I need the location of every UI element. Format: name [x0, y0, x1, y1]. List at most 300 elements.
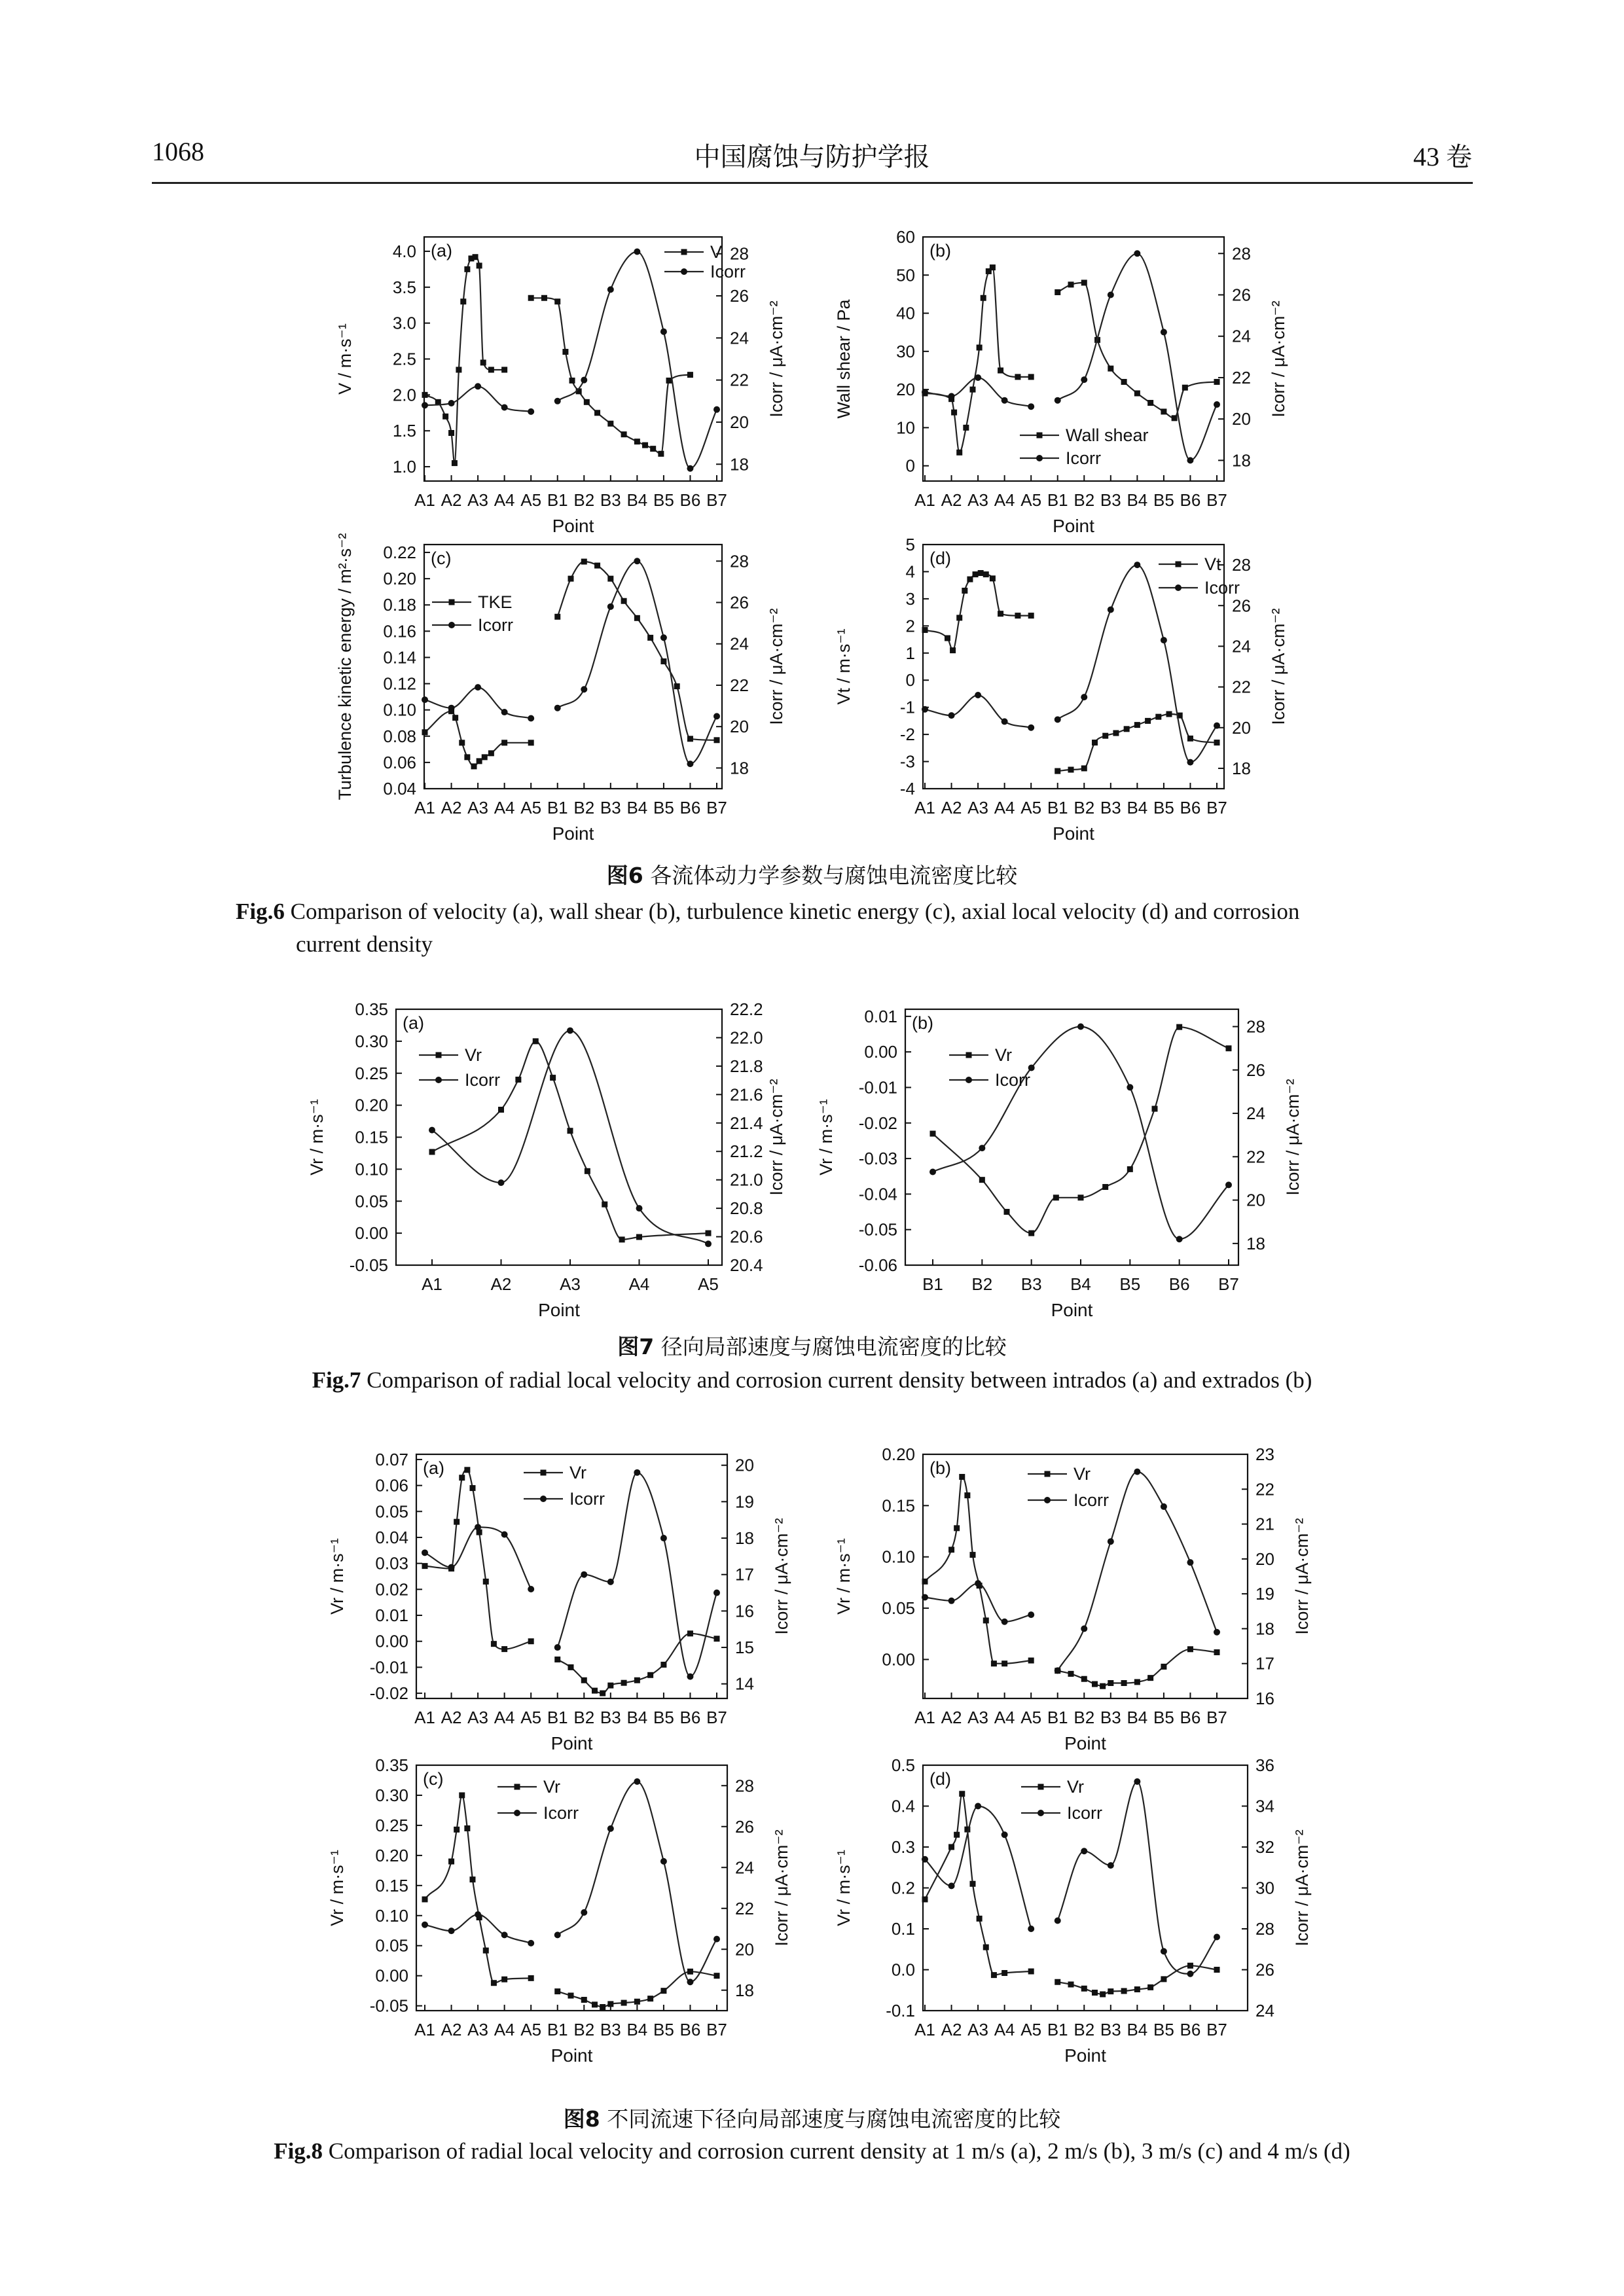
- fig6a-v-point: [528, 295, 534, 301]
- fig8-caption-cn-text: 不同流速下径向局部速度与腐蚀电流密度的比较: [607, 2106, 1061, 2132]
- fig6c-tke-point: [581, 559, 587, 565]
- fig8-caption-en: [0, 2135, 1624, 2168]
- fig7a-vr-point: [533, 1038, 539, 1044]
- fig8a-x-tick-label: B1: [547, 1708, 568, 1727]
- fig8b-x-axis-label: Point: [1064, 1733, 1106, 1753]
- fig6a-y2-tick-label: 24: [730, 328, 749, 348]
- fig8d-vr-point: [948, 1844, 954, 1850]
- fig7a-y2-axis-label: Icorr / μA·cm⁻²: [767, 1079, 786, 1196]
- fig6c-icorr-point: [607, 603, 614, 610]
- fig8b-y-axis-label: Vr / m·s⁻¹: [834, 1538, 854, 1615]
- fig8d-y-tick-label: 0.2: [891, 1878, 915, 1898]
- fig8d-vr-point: [1161, 1976, 1166, 1982]
- fig6d-y-tick-label: -2: [899, 725, 915, 745]
- fig6a-icorr-point: [581, 377, 587, 384]
- fig6a-v-line: [531, 298, 690, 454]
- fig8b-vr-point: [1108, 1680, 1113, 1686]
- fig6d-icorr-point: [922, 706, 928, 713]
- fig6d-x-tick-label: B6: [1180, 798, 1201, 817]
- fig7b-chart: [816, 1007, 1303, 1320]
- fig8c-vr-point: [448, 1859, 454, 1865]
- fig8b-icorr-point: [1108, 1538, 1114, 1545]
- fig6a-panel-label: (a): [431, 241, 452, 260]
- fig6-caption-en: [236, 895, 1414, 961]
- fig7a-y2-tick-label: 21.4: [730, 1113, 763, 1133]
- fig6c-y2-tick-label: 22: [730, 675, 749, 695]
- fig6d-vt-point: [1166, 711, 1172, 717]
- fig6a-y2-axis-label: Icorr / μA·cm⁻²: [767, 300, 786, 418]
- fig7b-y-tick-label: -0.01: [858, 1077, 897, 1098]
- fig8a-vr-point: [568, 1664, 574, 1670]
- fig8a-y-tick-label: 0.00: [375, 1631, 408, 1651]
- fig6a-x-tick-label: B6: [679, 490, 701, 510]
- fig8b-icorr-point: [1134, 1469, 1140, 1475]
- fig8d-y-tick-label: 0.4: [891, 1796, 915, 1816]
- fig7b-plot-frame: [905, 1009, 1238, 1265]
- fig6a-icorr-point: [554, 398, 561, 404]
- fig6c-tke-point: [464, 754, 470, 760]
- fig6b-y-tick-label: 60: [896, 227, 915, 247]
- fig6b-legend-marker: [1036, 455, 1043, 461]
- fig7b-x-tick-label: B5: [1119, 1274, 1141, 1294]
- fig6b-x-tick-label: B1: [1047, 490, 1068, 510]
- fig6b-y-tick-label: 20: [896, 380, 915, 400]
- fig6c-tke-point: [568, 576, 574, 582]
- fig8d-icorr-point: [1081, 1848, 1087, 1854]
- fig6c-y-tick-label: 0.22: [383, 543, 416, 563]
- fig6a-y-tick-label: 2.0: [392, 385, 416, 405]
- fig8c-vr-point: [714, 1973, 720, 1979]
- fig8b-x-tick-label: B4: [1127, 1708, 1148, 1727]
- fig6b-icorr-point: [1028, 403, 1034, 410]
- fig6c-y-axis-label: Turbulence kinetic energy / m²·s⁻²: [335, 533, 355, 800]
- fig6b-wall-shear-line: [925, 268, 1031, 453]
- fig8b-vr-point: [954, 1525, 960, 1531]
- fig8c-chart: [327, 1755, 791, 2066]
- fig8c-legend-label: Vr: [543, 1777, 560, 1797]
- fig6b-legend-label: Wall shear: [1066, 425, 1149, 445]
- fig8d-y2-tick-label: 24: [1255, 2001, 1274, 2020]
- fig6c-y-tick-label: 0.16: [383, 621, 416, 641]
- fig7a-panel-label: (a): [403, 1013, 424, 1033]
- fig8b-icorr-line: [925, 1583, 1031, 1622]
- fig6b-wall-shear-point: [951, 410, 957, 416]
- fig6d-vt-point: [1145, 718, 1151, 724]
- fig6-caption-en-number: Fig.6: [236, 899, 285, 924]
- fig8a-vr-point: [581, 1677, 587, 1683]
- fig6b-x-tick-label: B2: [1074, 490, 1095, 510]
- fig7a-y2-tick-label: 21.0: [730, 1170, 763, 1190]
- fig8d-y2-tick-label: 34: [1255, 1796, 1274, 1816]
- fig7b-y2-tick-label: 22: [1246, 1147, 1265, 1167]
- fig8a-vr-point: [422, 1563, 428, 1569]
- fig6c-x-tick-label: A4: [494, 798, 515, 817]
- fig6d-y2-tick-label: 22: [1232, 677, 1251, 697]
- fig8b-x-tick-label: B5: [1153, 1708, 1174, 1727]
- fig6b-y2-axis-label: Icorr / μA·cm⁻²: [1269, 300, 1288, 418]
- fig6d-icorr-point: [1214, 723, 1220, 729]
- fig8b-icorr-point: [1001, 1619, 1008, 1625]
- fig8a-y-tick-label: 0.01: [375, 1605, 408, 1626]
- fig8c-y2-tick-label: 26: [735, 1816, 754, 1837]
- fig8c-panel-label: (c): [423, 1769, 444, 1789]
- fig6c-icorr-line: [425, 687, 531, 718]
- fig6b-wall-shear-point: [981, 295, 986, 301]
- fig7b-y-tick-label: -0.05: [858, 1219, 897, 1240]
- fig8b-x-tick-label: B3: [1100, 1708, 1121, 1727]
- fig8d-vr-point: [1100, 1992, 1106, 1998]
- fig6d-y-tick-label: -4: [899, 779, 915, 798]
- fig8b-vr-line: [925, 1477, 1031, 1664]
- fig8c-vr-point: [464, 1825, 470, 1831]
- fig6a-x-tick-label: A4: [494, 490, 515, 510]
- fig8c-y2-tick-label: 28: [735, 1776, 754, 1796]
- fig6d-vt-point: [1113, 730, 1119, 736]
- fig6b-icorr-point: [1134, 250, 1140, 257]
- fig8d-icorr-point: [1187, 1971, 1193, 1977]
- fig8a-y2-tick-label: 20: [735, 1455, 754, 1475]
- fig6c-legend-marker: [449, 600, 455, 605]
- fig8a-vr-point: [621, 1680, 627, 1686]
- fig8a-y-tick-label: 0.05: [375, 1501, 408, 1522]
- page-number: 1068: [152, 137, 204, 166]
- fig8c-vr-point: [592, 2001, 598, 2007]
- fig6b-y-tick-label: 0: [905, 456, 915, 476]
- fig8a-icorr-point: [634, 1469, 640, 1476]
- fig6b-y-tick-label: 10: [896, 418, 915, 438]
- fig6d-legend-label: Icorr: [1204, 578, 1240, 598]
- fig8d-y2-axis-label: Icorr / μA·cm⁻²: [1292, 1829, 1312, 1946]
- fig8a-y2-tick-label: 18: [735, 1528, 754, 1549]
- fig6-caption-en-text-2: current density: [296, 931, 433, 957]
- fig8b-legend-marker: [1045, 1471, 1051, 1477]
- fig8b-vr-point: [1028, 1658, 1034, 1664]
- fig7a-y2-tick-label: 20.4: [730, 1255, 763, 1275]
- fig7b-icorr-point: [1127, 1084, 1133, 1090]
- fig6d-vt-point: [1028, 613, 1034, 619]
- fig6a-legend-marker: [681, 249, 687, 255]
- fig8a-panel-label: (a): [423, 1458, 444, 1478]
- fig6a-legend-label: Icorr: [710, 262, 746, 281]
- fig6b-wall-shear-point: [1161, 408, 1166, 414]
- fig8b-x-tick-label: B1: [1047, 1708, 1068, 1727]
- fig8c-vr-point: [459, 1792, 465, 1798]
- fig6b-y-tick-label: 50: [896, 265, 915, 285]
- fig7a-vr-point: [706, 1230, 712, 1236]
- fig6d-y-tick-label: -1: [899, 697, 915, 717]
- fig6d-y2-tick-label: 26: [1232, 596, 1251, 616]
- fig7b-y-tick-label: 0.01: [864, 1006, 897, 1026]
- fig6c-x-tick-label: B7: [706, 798, 727, 817]
- fig7b-y2-axis-label: Icorr / μA·cm⁻²: [1283, 1079, 1303, 1196]
- fig8b-y2-tick-label: 21: [1255, 1514, 1274, 1534]
- fig8a-y2-tick-label: 19: [735, 1492, 754, 1512]
- fig6a-y2-tick-label: 20: [730, 412, 749, 432]
- fig8c-vr-point: [554, 1988, 560, 1994]
- fig8d-panel-label: (d): [929, 1769, 951, 1789]
- fig6a-v-line: [425, 257, 505, 463]
- fig6b-x-tick-label: B7: [1206, 490, 1227, 510]
- fig6c-icorr-point: [713, 713, 720, 719]
- fig8d-plot-frame: [923, 1765, 1248, 2011]
- fig7b-x-axis-label: Point: [1051, 1300, 1093, 1320]
- fig6b-icorr-point: [1055, 397, 1061, 404]
- fig8a-icorr-line: [425, 1527, 531, 1589]
- fig6b-wall-shear-point: [1108, 366, 1113, 372]
- fig6c-icorr-point: [581, 686, 587, 692]
- fig8c-plot-frame: [416, 1765, 727, 2011]
- fig7b-icorr-point: [979, 1145, 985, 1151]
- fig8b-vr-point: [1081, 1676, 1087, 1682]
- fig8d-icorr-point: [1001, 1831, 1008, 1838]
- fig8b-x-tick-label: A3: [967, 1708, 988, 1727]
- fig6c-tke-point: [471, 763, 477, 769]
- fig8b-icorr-point: [1161, 1503, 1167, 1510]
- fig6c-icorr-point: [422, 696, 428, 703]
- fig8d-x-tick-label: B6: [1180, 2020, 1201, 2039]
- fig8c-legend-label: Icorr: [543, 1803, 579, 1823]
- fig8a-y-tick-label: -0.01: [369, 1657, 408, 1677]
- fig6b-x-tick-label: A2: [941, 490, 962, 510]
- fig7a-icorr-point: [429, 1127, 435, 1134]
- fig8d-vr-point: [1068, 1982, 1074, 1988]
- fig8a-icorr-point: [554, 1644, 561, 1651]
- fig6a-v-point: [658, 451, 664, 457]
- fig7b-x-tick-label: B1: [922, 1274, 943, 1294]
- fig8d-x-tick-label: B2: [1074, 2020, 1095, 2039]
- fig6d-icorr-point: [1028, 725, 1034, 731]
- fig6b-y-axis-label: Wall shear / Pa: [834, 299, 854, 419]
- fig6a-x-tick-label: A5: [520, 490, 542, 510]
- fig8-caption-en-number: Fig.8: [274, 2138, 323, 2164]
- fig6a-x-axis-label: Point: [552, 516, 594, 536]
- fig8d-icorr-point: [1055, 1918, 1061, 1924]
- fig6d-chart: [834, 535, 1288, 844]
- fig8-caption-cn: [0, 2102, 1624, 2133]
- fig6a-x-tick-label: B1: [547, 490, 568, 510]
- fig8a-y-tick-label: 0.02: [375, 1579, 408, 1600]
- volume-label: 43 卷: [1413, 142, 1472, 171]
- fig8a-vr-point: [528, 1638, 534, 1644]
- fig8b-legend-label: Icorr: [1074, 1490, 1109, 1510]
- fig8c-icorr-point: [581, 1909, 587, 1916]
- fig7-caption-cn-text: 径向局部速度与腐蚀电流密度的比较: [660, 1334, 1007, 1359]
- fig8b-vr-point: [964, 1492, 970, 1498]
- fig6c-x-tick-label: B4: [626, 798, 648, 817]
- fig7a-x-tick-label: A3: [560, 1274, 581, 1294]
- fig6a-legend-label: V: [710, 242, 723, 262]
- fig6c-y-tick-label: 0.20: [383, 569, 416, 589]
- fig6c-chart: [335, 533, 786, 844]
- fig7a-y2-tick-label: 21.8: [730, 1056, 763, 1076]
- fig8c-vr-point: [422, 1896, 428, 1902]
- fig8d-y2-tick-label: 26: [1255, 1960, 1274, 1980]
- fig6a-v-point: [488, 367, 494, 372]
- fig7a-y-tick-label: 0.00: [355, 1223, 388, 1244]
- fig8a-vr-point: [483, 1579, 489, 1585]
- fig8d-icorr-point: [948, 1882, 955, 1889]
- fig6b-wall-shear-point: [998, 367, 1003, 373]
- fig6b-y-tick-label: 40: [896, 303, 915, 323]
- fig8a-y2-tick-label: 15: [735, 1638, 754, 1658]
- fig6c-legend-label: TKE: [478, 592, 513, 612]
- fig6c-legend-label: Icorr: [478, 615, 513, 635]
- fig8a-icorr-point: [687, 1674, 693, 1680]
- fig7a-legend-marker: [435, 1077, 442, 1083]
- fig6a-y-axis-label: V / m·s⁻¹: [335, 323, 355, 395]
- fig8a-y2-tick-label: 17: [735, 1564, 754, 1585]
- fig6d-vt-point: [1081, 765, 1087, 771]
- fig8c-vr-point: [568, 1993, 574, 1999]
- fig7a-x-axis-label: Point: [538, 1300, 580, 1320]
- fig7a-vr-point: [498, 1107, 504, 1113]
- fig8a-y-tick-label: 0.03: [375, 1553, 408, 1573]
- fig6c-x-tick-label: A1: [414, 798, 435, 817]
- fig8a-icorr-point: [475, 1524, 481, 1530]
- fig7b-panel-label: (b): [912, 1013, 933, 1033]
- fig6b-wall-shear-point: [1028, 374, 1034, 380]
- fig6b-x-tick-label: B4: [1127, 490, 1148, 510]
- fig6d-vt-point: [950, 647, 956, 653]
- fig8b-vr-point: [948, 1547, 954, 1552]
- fig6d-vt-point: [1068, 766, 1074, 772]
- fig8a-vr-point: [464, 1467, 470, 1473]
- fig8c-icorr-point: [607, 1825, 614, 1832]
- fig7a-x-tick-label: A5: [698, 1274, 719, 1294]
- fig8a-y2-tick-label: 16: [735, 1601, 754, 1621]
- fig8c-vr-point: [647, 1996, 653, 2001]
- fig6c-tke-point: [634, 615, 640, 621]
- fig8d-vr-line: [925, 1794, 1031, 1975]
- fig7a-vr-point: [619, 1236, 625, 1242]
- fig8c-y2-tick-label: 18: [735, 1980, 754, 2000]
- fig6a-icorr-point: [713, 406, 720, 413]
- fig6-caption-cn-number: 图6: [606, 863, 643, 888]
- fig7b-icorr-point: [1176, 1236, 1183, 1242]
- fig7a-plot-frame: [396, 1009, 722, 1265]
- fig8c-y-tick-label: 0.05: [375, 1935, 408, 1956]
- fig8a-x-tick-label: A3: [467, 1708, 488, 1727]
- fig8c-x-axis-label: Point: [550, 2045, 593, 2066]
- fig8a-vr-line: [558, 1634, 717, 1693]
- fig6c-y-tick-label: 0.18: [383, 595, 416, 615]
- fig6c-tke-point: [647, 635, 653, 641]
- fig6d-icorr-point: [1161, 637, 1167, 643]
- fig8c-legend-marker: [514, 1784, 520, 1790]
- fig6c-icorr-point: [448, 705, 455, 711]
- fig6b-wall-shear-point: [1015, 374, 1020, 380]
- fig8d-y-tick-label: -0.1: [886, 2001, 915, 2020]
- fig6a-v-point: [634, 439, 640, 444]
- fig8d-legend-label: Vr: [1067, 1777, 1084, 1797]
- fig8b-vr-point: [959, 1474, 965, 1480]
- fig6d-icorr-point: [975, 692, 981, 698]
- fig8d-vr-point: [959, 1791, 965, 1797]
- fig6d-vt-point: [1015, 613, 1020, 619]
- fig6d-vt-point: [1155, 714, 1161, 720]
- fig6b-x-tick-label: A5: [1020, 490, 1042, 510]
- fig6a-y-tick-label: 3.0: [392, 313, 416, 333]
- fig8a-vr-point: [469, 1485, 475, 1491]
- fig6b-wall-shear-point: [956, 450, 962, 456]
- fig8d-y-tick-label: 0.5: [891, 1755, 915, 1775]
- fig7a-icorr-point: [636, 1205, 643, 1211]
- fig7b-vr-point: [1226, 1045, 1232, 1051]
- fig8b-vr-point: [1092, 1681, 1098, 1687]
- fig6a-v-point: [594, 410, 600, 416]
- fig6a-v-point: [501, 367, 507, 372]
- fig6c-y2-tick-label: 24: [730, 634, 749, 654]
- fig6d-vt-point: [956, 615, 962, 620]
- fig8d-vr-point: [1081, 1986, 1087, 1992]
- fig6d-y-tick-label: 5: [905, 535, 915, 554]
- fig6d-y2-tick-label: 28: [1232, 555, 1251, 575]
- fig8b-y2-tick-label: 17: [1255, 1653, 1274, 1674]
- fig8-caption-en-text: Comparison of radial local velocity and corrosion current density at 1 m/s (a), 2 m/s (b), 3 m/s (c) and 4 m/s (d): [328, 2138, 1350, 2164]
- fig7a-y-axis-label: Vr / m·s⁻¹: [307, 1099, 327, 1175]
- fig8a-legend-marker: [541, 1470, 547, 1476]
- fig6a-v-point: [456, 367, 461, 372]
- fig6a-icorr-point: [687, 465, 693, 472]
- fig6a-icorr-line: [425, 386, 531, 412]
- fig6c-x-tick-label: B2: [573, 798, 595, 817]
- fig7a-y-tick-label: 0.20: [355, 1095, 388, 1115]
- fig8c-x-tick-label: B3: [600, 2020, 621, 2039]
- fig6c-tke-point: [674, 683, 680, 689]
- fig6d-x-tick-label: A2: [941, 798, 962, 817]
- fig6b-legend-marker: [1037, 433, 1043, 439]
- fig7-caption-cn: [0, 1330, 1624, 1361]
- fig8a-icorr-point: [713, 1590, 720, 1596]
- fig7b-vr-point: [1004, 1209, 1010, 1215]
- fig6d-x-tick-label: B7: [1206, 798, 1227, 817]
- fig6c-x-tick-label: B5: [653, 798, 674, 817]
- fig6a-chart: [335, 237, 786, 536]
- fig6c-y-tick-label: 0.14: [383, 647, 416, 668]
- fig7a-icorr-point: [498, 1179, 505, 1186]
- fig8c-vr-point: [607, 2001, 613, 2007]
- fig6a-icorr-point: [475, 383, 481, 389]
- fig6b-legend-label: Icorr: [1066, 448, 1101, 468]
- fig8d-vr-point: [977, 1916, 983, 1922]
- fig8c-x-tick-label: A5: [520, 2020, 542, 2039]
- fig7b-vr-line: [933, 1027, 1229, 1233]
- fig6a-v-point: [666, 378, 672, 384]
- fig6d-icorr-point: [1187, 759, 1193, 766]
- fig8d-vr-point: [1134, 1986, 1140, 1992]
- fig6d-y-tick-label: 0: [905, 670, 915, 691]
- fig6c-y2-tick-label: 20: [730, 717, 749, 737]
- fig7b-vr-point: [930, 1131, 936, 1137]
- fig8-caption-cn-number: 图8: [563, 2106, 600, 2132]
- fig6c-tke-point: [482, 754, 488, 760]
- fig8b-icorr-point: [975, 1580, 981, 1587]
- fig8c-vr-point: [454, 1827, 460, 1833]
- fig8d-x-tick-label: B3: [1100, 2020, 1121, 2039]
- fig6c-tke-point: [554, 614, 560, 620]
- fig8b-y2-tick-label: 16: [1255, 1689, 1274, 1708]
- fig6a-icorr-point: [634, 249, 640, 255]
- fig6a-y2-tick-label: 28: [730, 243, 749, 264]
- fig7a-y2-tick-label: 20.8: [730, 1198, 763, 1219]
- fig6d-y2-axis-label: Icorr / μA·cm⁻²: [1269, 608, 1288, 725]
- fig6c-x-tick-label: A5: [520, 798, 542, 817]
- fig8d-x-tick-label: B1: [1047, 2020, 1068, 2039]
- fig6c-tke-point: [660, 658, 666, 664]
- fig8a-legend-marker: [540, 1496, 547, 1502]
- fig8d-chart: [834, 1755, 1312, 2066]
- fig6b-y2-tick-label: 18: [1232, 450, 1251, 471]
